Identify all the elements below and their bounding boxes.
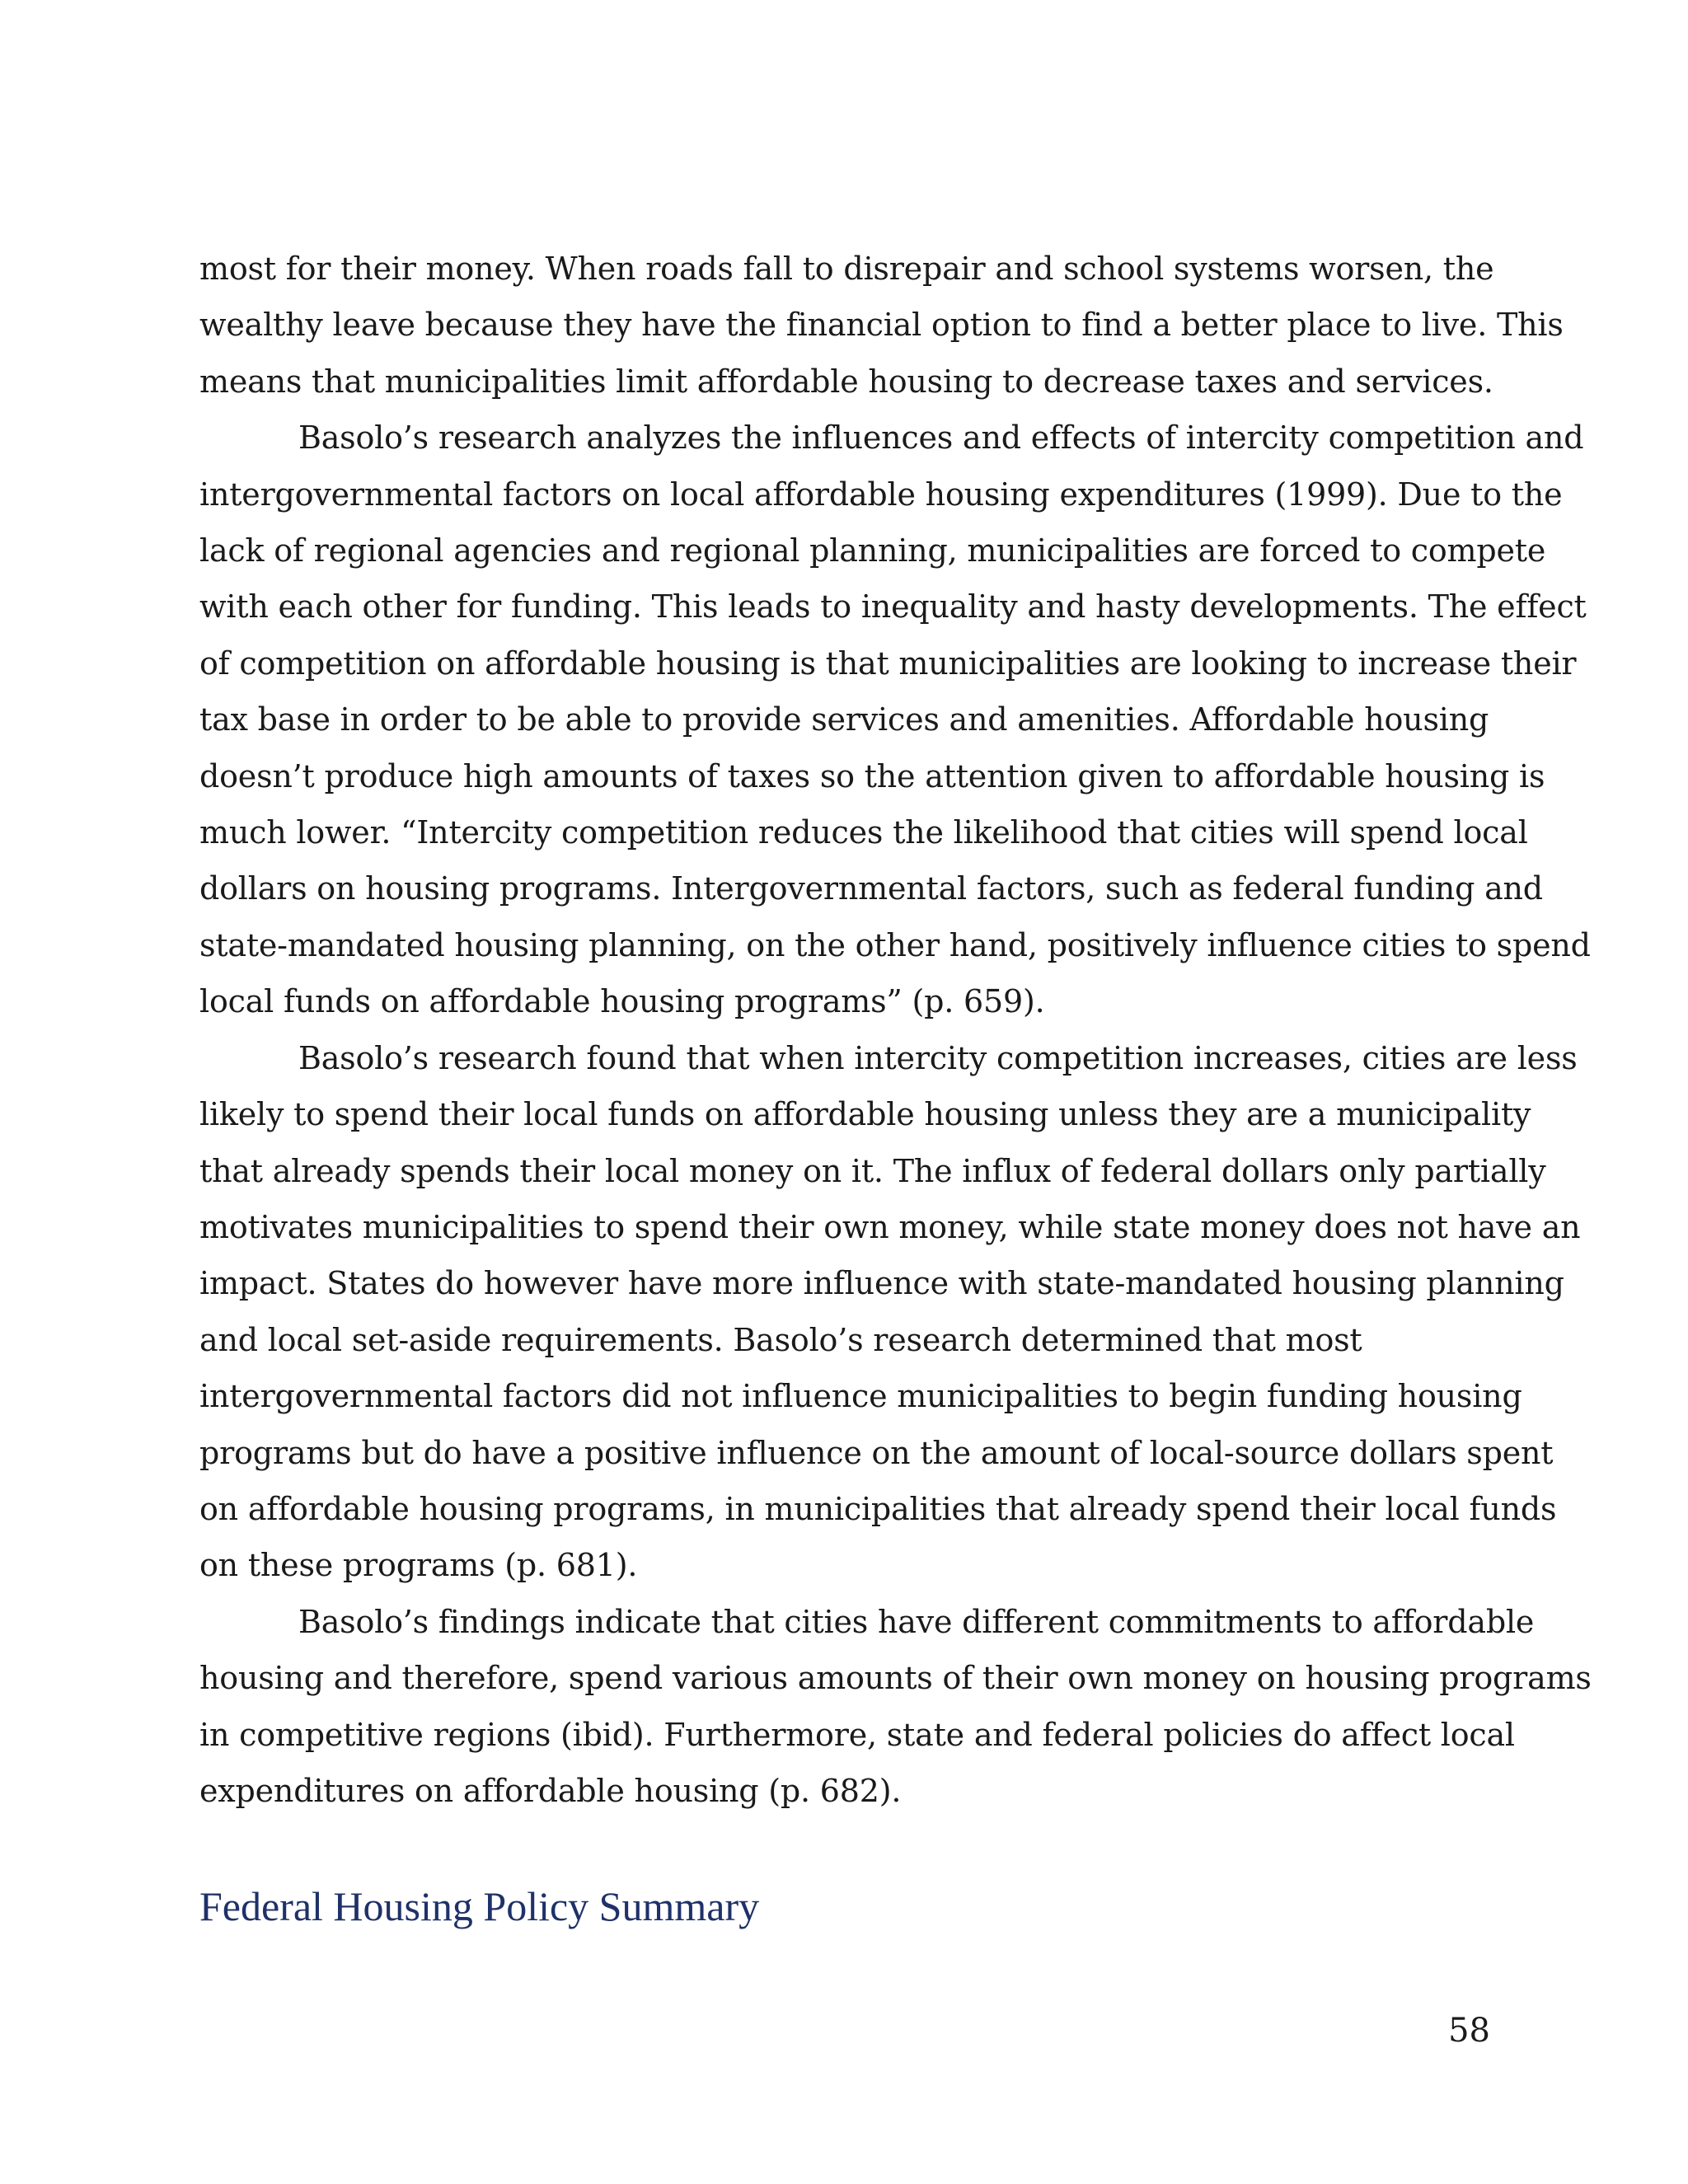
text-line: wealthy leave because they have the financial option to find a better place to live. This: [199, 307, 1564, 344]
text-line: expenditures on affordable housing (p. 682).: [199, 1772, 902, 1809]
text-line: means that municipalities limit affordable housing to decrease taxes and services.: [199, 363, 1493, 400]
text-line: most for their money. When roads fall to disrepair and school systems worsen, the: [199, 251, 1494, 287]
text-line: with each other for funding. This leads to inequality and hasty developments. The effect: [199, 588, 1587, 626]
page-number: 58: [1448, 2012, 1490, 2050]
paragraph-3: [199, 1030, 1581, 1594]
text-line: intergovernmental factors did not influence municipalities to begin funding housing: [199, 1378, 1522, 1415]
text-line: local funds on affordable housing programs” (p. 659).: [199, 983, 1045, 1020]
section-heading: Federal Housing Policy Summary: [199, 1883, 760, 1929]
text-line: that already spends their local money on it. The influx of federal dollars only partially: [199, 1152, 1546, 1189]
paragraph-2: [199, 410, 1591, 1029]
body-text: [199, 241, 1592, 1819]
text-line: likely to spend their local funds on affordable housing unless they are a municipality: [199, 1096, 1531, 1133]
text-line: dollars on housing programs. Intergovernmental factors, such as federal funding and: [199, 870, 1543, 907]
text-line: on affordable housing programs, in municipalities that already spend their local funds: [199, 1490, 1557, 1527]
paragraph-1: [199, 241, 1564, 410]
text-line: intergovernmental factors on local affordable housing expenditures (1999). Due to the: [199, 476, 1563, 513]
text-line: Basolo’s research analyzes the influences and effects of intercity competition and: [298, 419, 1584, 457]
text-line: state-mandated housing planning, on the other hand, positively influence cities to spend: [199, 926, 1591, 963]
text-line: Basolo’s findings indicate that cities have different commitments to affordable: [298, 1603, 1535, 1640]
text-line: tax base in order to be able to provide services and amenities. Affordable housing: [199, 701, 1489, 738]
text-line: Basolo’s research found that when intercity competition increases, cities are less: [298, 1039, 1578, 1076]
text-line: in competitive regions (ibid). Furthermore, state and federal policies do affect local: [199, 1716, 1515, 1753]
text-line: and local set-aside requirements. Basolo’s research determined that most: [199, 1321, 1362, 1358]
text-line: motivates municipalities to spend their own money, while state money does not have an: [199, 1208, 1581, 1245]
text-line: programs but do have a positive influence on the amount of local-source dollars spent: [199, 1434, 1554, 1471]
text-line: on these programs (p. 681).: [199, 1547, 638, 1584]
text-line: of competition on affordable housing is that municipalities are looking to increase their: [199, 644, 1577, 682]
text-line: doesn’t produce high amounts of taxes so the attention given to affordable housing is: [199, 757, 1545, 794]
text-line: much lower. “Intercity competition reduces the likelihood that cities will spend local: [199, 814, 1528, 851]
text-line: lack of regional agencies and regional planning, municipalities are forced to compete: [199, 532, 1546, 569]
text-line: housing and therefore, spend various amounts of their own money on housing programs: [199, 1660, 1592, 1697]
text-line: impact. States do however have more influence with state-mandated housing planning: [199, 1265, 1564, 1302]
paragraph-4: [199, 1594, 1592, 1820]
